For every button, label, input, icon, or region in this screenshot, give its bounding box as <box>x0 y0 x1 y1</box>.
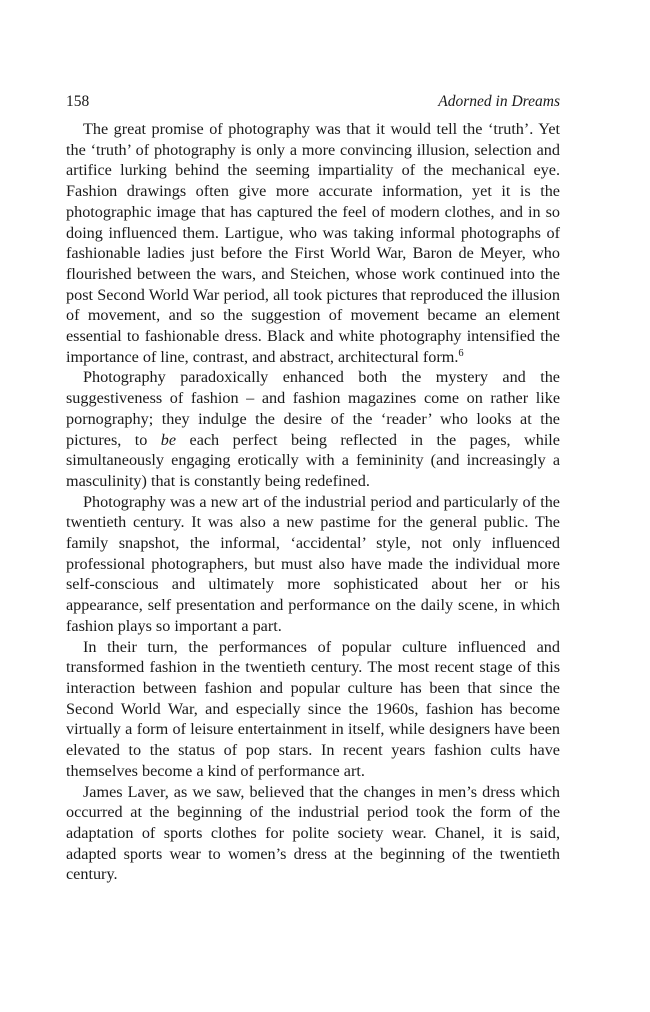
body-text <box>66 119 560 885</box>
paragraph-text: Photography paradoxically enhanced both the mystery and the suggestiveness of fashion – and fashion magazines come on rather like pornography; they indulge the desire of the ‘reader’ who looks at the pictures, to <box>66 368 560 449</box>
emphasized-word: be <box>160 430 177 449</box>
book-page <box>66 92 560 885</box>
page-number: 158 <box>66 93 90 110</box>
paragraph-text: each perfect being reflected in the pages, while simultaneously engaging erotically with a femininity (and increasingly a masculinity) that is constantly being redefined. <box>66 430 560 490</box>
paragraph-text: James Laver, as we saw, believed that the changes in men’s dress which occurred at the beginning of the industrial period took the form of the adaptation of sports clothes for polite society wear. Chanel, it is said, adapted sports wear to women’s dress at the beginning of the twentieth century. <box>66 782 560 884</box>
footnote-reference: 6 <box>458 347 464 359</box>
paragraph-text: Photography was a new art of the industrial period and particularly of the twentieth century. It was also a new pastime for the general public. The family snapshot, the informal, ‘accidental’ style, not only influenced professional photographers, but must also have made the individual more self-conscious and ultimately more sophisticated about her or his appearance, self presentation and performance on the daily scene, in which fashion plays so important a part. <box>66 492 560 635</box>
paragraph <box>66 367 560 491</box>
paragraph-text: The great promise of photography was that it would tell the ‘truth’. Yet the ‘truth’ of photography is only a more convincing illusion, selection and artifice lurking behind the seeming impartiality of the mechanical eye. Fashion drawings often give more accurate information, yet it is the photographic image that has captured the feel of modern clothes, and in so doing influenced them. Lartigue, who was taking informal photographs of fashionable ladies just before the First World War, Baron de Meyer, who flourished between the wars, and Steichen, whose work continued into the post Second World War period, all took pictures that reproduced the illusion of movement, and so the suggestion of movement became an element essential to fashionable dress. Black and white photography intensified the importance of line, contrast, and abstract, architectural form. <box>66 120 560 366</box>
paragraph <box>66 637 560 782</box>
paragraph <box>66 492 560 637</box>
paragraph <box>66 119 560 367</box>
paragraph <box>66 782 560 886</box>
running-header <box>66 92 560 112</box>
paragraph-text: In their turn, the performances of popular culture influenced and transformed fashion in the twentieth century. The most recent stage of this interaction between fashion and popular culture has been that since the Second World War, and especially since the 1960s, fashion has become virtually a form of leisure entertainment in itself, while designers have been elevated to the status of pop stars. In recent years fashion cults have themselves become a kind of performance art. <box>66 637 560 780</box>
running-title: Adorned in Dreams <box>438 93 560 110</box>
